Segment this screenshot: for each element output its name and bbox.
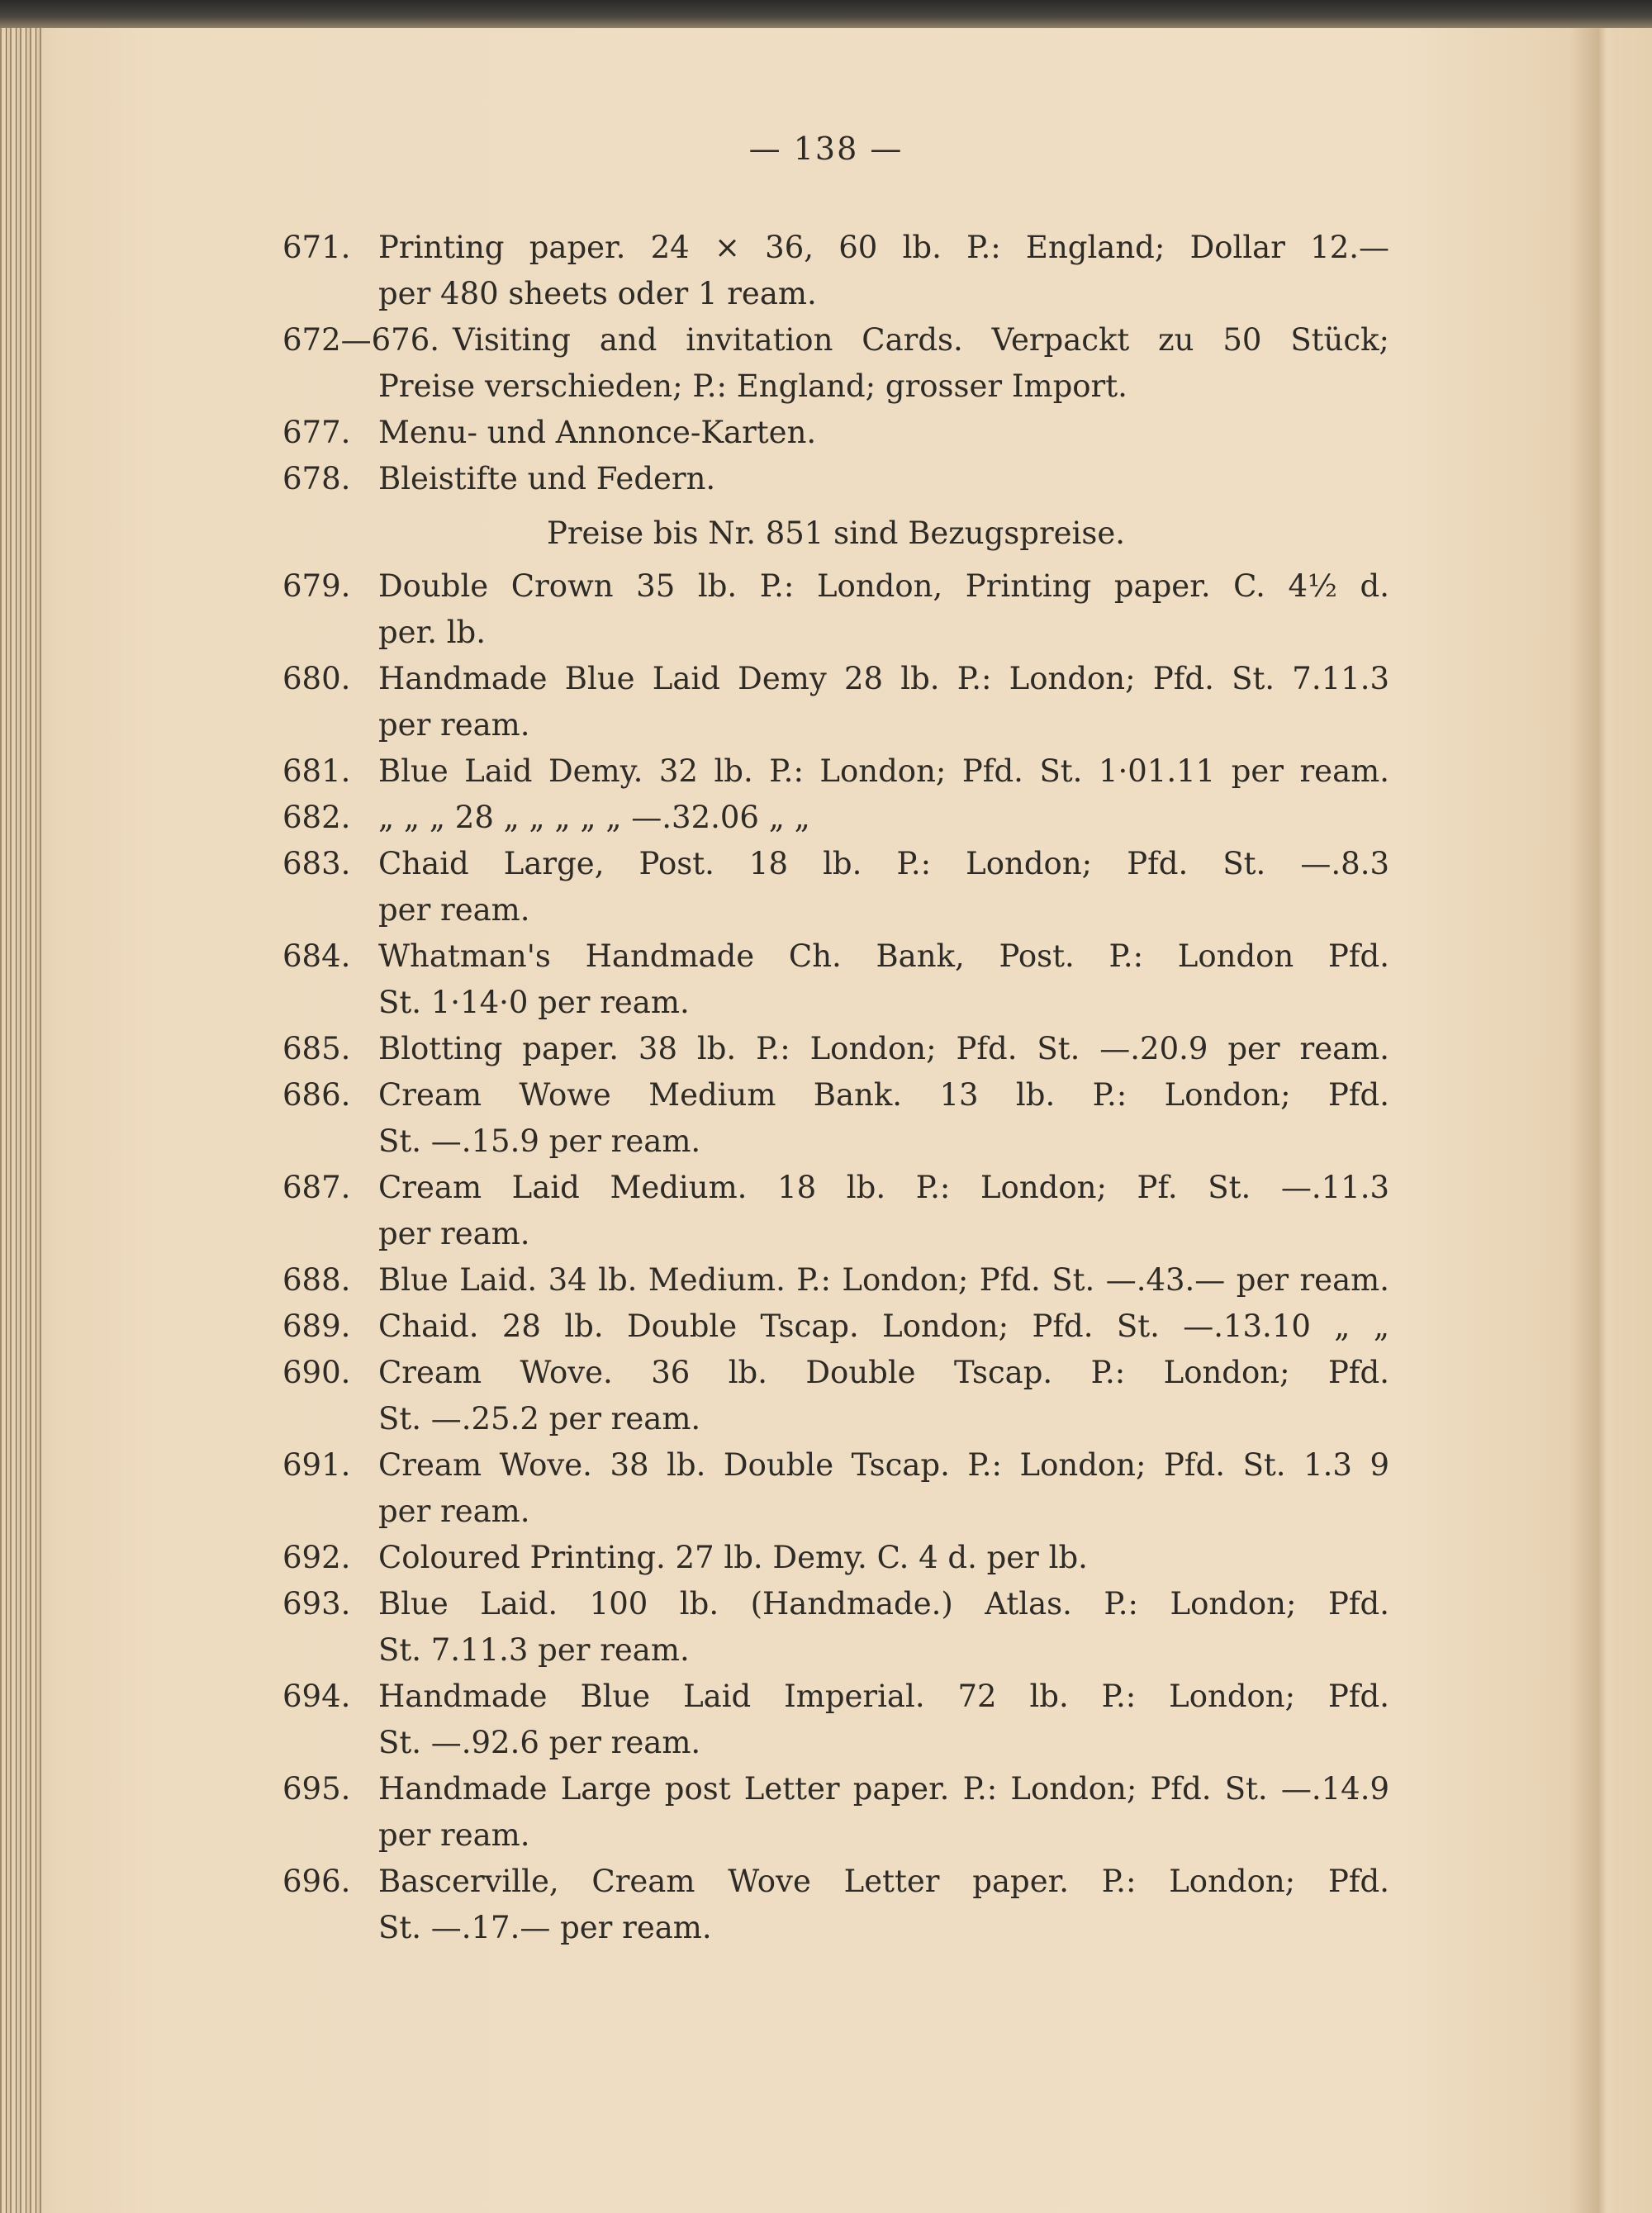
catalog-entry	[282, 1026, 1389, 1072]
entry-text-line: Blue Laid. 34 lb. Medium. P.: London; Pfd. St. —.43.— per ream.	[378, 1262, 1389, 1298]
entry-text-line: Chaid. 28 lb. Double Tscap. London; Pfd. St. —.13.10 „ „	[378, 1308, 1389, 1344]
entry-text-line: Blue Laid. 100 lb. (Handmade.) Atlas. P.: London; Pfd.	[378, 1586, 1389, 1622]
catalog-entry	[282, 1350, 1389, 1442]
price-note: Preise bis Nr. 851 sind Bezugspreise.	[546, 515, 1126, 551]
entry-text-line: Handmade Blue Laid Demy 28 lb. P.: London; Pfd. St. 7.11.3	[378, 661, 1389, 696]
catalog-entry	[282, 1442, 1389, 1535]
entry-text-line: St. —.25.2 per ream.	[378, 1401, 701, 1437]
entry-number: 677.	[282, 415, 351, 450]
catalog-entry	[282, 1766, 1389, 1859]
entry-text-line: Blue Laid Demy. 32 lb. P.: London; Pfd. St. 1·01.11 per ream.	[378, 753, 1389, 789]
entry-text-line: St. 7.11.3 per ream.	[378, 1632, 690, 1668]
catalog-entry	[282, 795, 1389, 841]
catalog-entry	[282, 225, 1389, 317]
entry-number: 688.	[282, 1262, 351, 1298]
entry-text-line: St. —.15.9 per ream.	[378, 1123, 701, 1159]
entry-text-line: St. —.17.— per ream.	[378, 1910, 712, 1945]
page-number: — 138 —	[748, 131, 904, 167]
entry-number: 672—676.	[282, 322, 440, 358]
entry-text-line: St. 1·14·0 per ream.	[378, 985, 690, 1020]
catalog-entry	[282, 841, 1389, 933]
entry-text-line: per ream.	[378, 1817, 530, 1853]
entry-number: 696.	[282, 1864, 351, 1899]
catalog-entry	[282, 933, 1389, 1026]
entry-text-line: „ „ „ 28 „ „ „ „ „ —.32.06 „ „	[378, 800, 810, 835]
binding-edge	[0, 0, 1652, 28]
entry-text-line: per ream.	[378, 707, 530, 743]
entry-text-line: Bascerville, Cream Wove Letter paper. P.: London; Pfd.	[378, 1864, 1389, 1899]
entry-number: 695.	[282, 1771, 351, 1807]
entry-text-line: Cream Wowe Medium Bank. 13 lb. P.: London; Pfd.	[378, 1077, 1389, 1113]
catalog-entry	[282, 656, 1389, 748]
entry-text-line: Printing paper. 24 × 36, 60 lb. P.: England; Dollar 12.—	[378, 230, 1389, 265]
entry-text-line: Handmade Blue Laid Imperial. 72 lb. P.: London; Pfd.	[378, 1679, 1389, 1714]
catalog-entry	[282, 410, 1389, 456]
entry-number: 681.	[282, 753, 351, 789]
entry-number: 693.	[282, 1586, 351, 1622]
catalog-entry	[282, 1535, 1389, 1581]
page-stack-edge	[0, 28, 41, 2213]
catalog-entry	[282, 317, 1389, 410]
entry-number: 694.	[282, 1679, 351, 1714]
entry-number: 683.	[282, 846, 351, 881]
catalog-entry	[282, 1304, 1389, 1350]
entry-number: 690.	[282, 1355, 351, 1390]
catalog-entry	[282, 456, 1389, 502]
entry-number: 692.	[282, 1540, 351, 1575]
entry-number: 680.	[282, 661, 351, 696]
entry-number: 682.	[282, 800, 351, 835]
entry-text-line: per ream.	[378, 892, 530, 928]
entry-number: 678.	[282, 461, 351, 496]
catalog-entry	[282, 1581, 1389, 1674]
catalog-entry	[282, 1674, 1389, 1766]
entry-number: 685.	[282, 1031, 351, 1066]
entry-number: 687.	[282, 1170, 351, 1205]
entry-text-line: Bleistifte und Federn.	[378, 461, 716, 496]
entry-text-line: Preise verschieden; P.: England; grosser Import.	[378, 368, 1127, 404]
catalog-entry	[282, 1859, 1389, 1951]
entry-text-line: St. —.92.6 per ream.	[378, 1725, 701, 1760]
entry-text-line: Cream Wove. 36 lb. Double Tscap. P.: London; Pfd.	[378, 1355, 1389, 1390]
entry-text-line: Cream Laid Medium. 18 lb. P.: London; Pf. St. —.11.3	[378, 1170, 1389, 1205]
entry-text-line: per ream.	[378, 1216, 530, 1251]
entry-text-line: per. lb.	[378, 615, 487, 650]
entry-text-line: Menu- und Annonce-Karten.	[378, 415, 817, 450]
catalog-entry	[282, 563, 1389, 656]
catalog-entry	[282, 1165, 1389, 1257]
entry-number: 684.	[282, 938, 351, 974]
entry-text-line: Handmade Large post Letter paper. P.: London; Pfd. St. —.14.9	[378, 1771, 1389, 1807]
entry-number: 691.	[282, 1447, 351, 1483]
catalog-list	[282, 225, 1389, 1951]
entry-text-line: Visiting and invitation Cards. Verpackt zu 50 Stück;	[453, 322, 1389, 358]
catalog-entry	[282, 748, 1389, 795]
catalog-entry	[282, 1072, 1389, 1165]
entry-text-line: per ream.	[378, 1494, 530, 1529]
entry-text-line: per 480 sheets oder 1 ream.	[378, 276, 817, 311]
catalog-entry	[282, 1257, 1389, 1304]
entry-text-line: Cream Wove. 38 lb. Double Tscap. P.: London; Pfd. St. 1.3 9	[378, 1447, 1389, 1483]
entry-number: 671.	[282, 230, 351, 265]
entry-text-line: Blotting paper. 38 lb. P.: London; Pfd. St. —.20.9 per ream.	[378, 1031, 1389, 1066]
entry-text-line: Chaid Large, Post. 18 lb. P.: London; Pfd. St. —.8.3	[378, 846, 1389, 881]
entry-number: 686.	[282, 1077, 351, 1113]
entry-text-line: Double Crown 35 lb. P.: London, Printing paper. C. 4½ d.	[378, 568, 1389, 604]
entry-text-line: Whatman's Handmade Ch. Bank, Post. P.: London Pfd.	[378, 938, 1389, 974]
entry-number: 679.	[282, 568, 351, 604]
entry-text-line: Coloured Printing. 27 lb. Demy. C. 4 d. per lb.	[378, 1540, 1088, 1575]
entry-number: 689.	[282, 1308, 351, 1344]
